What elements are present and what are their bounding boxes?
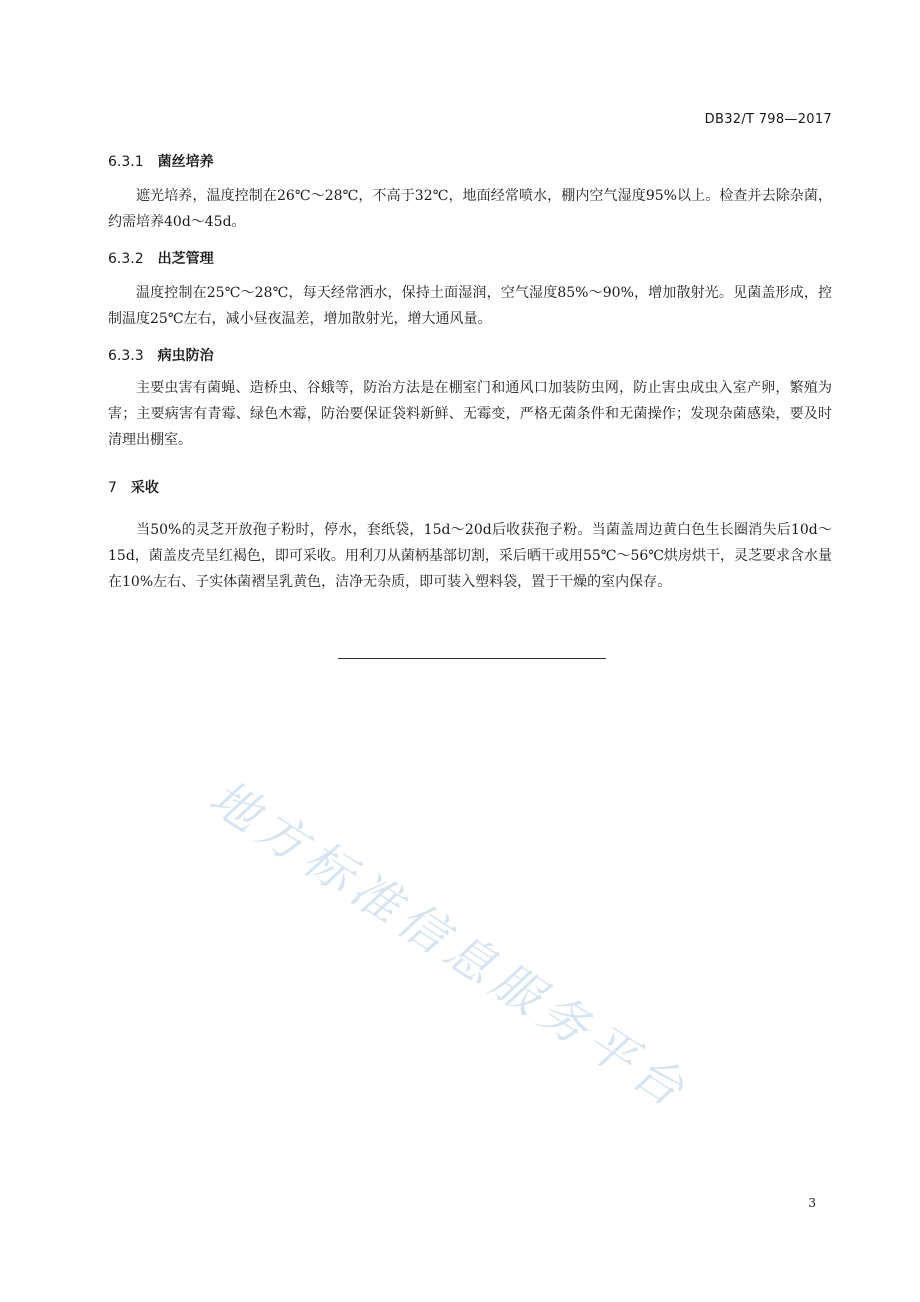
- section-paragraph-7: 当50%的灵芝开放孢子粉时，停水，套纸袋，15d～20d后收获孢子粉。当菌盖周边黄白色生长圈消失后10d～15d，菌盖皮壳呈红褐色，即可采收。用利刀从菌柄基部切割，采后晒干或用55℃～56℃烘房烘干，灵芝要求含水量在10%左右、子实体菌褶呈乳黄色，洁净无杂质，即可装入塑料袋，置于干燥的室内保存。: [108, 522, 832, 590]
- watermark-text: 地方标准信息服务平台: [199, 769, 700, 1122]
- section-paragraph-6-3-3: 主要虫害有菌蝇、造桥虫、谷蛾等，防治方法是在棚室门和通风口加装防虫网，防止害虫成虫入室产卵，繁殖为害；主要病害有青霉、绿色木霉，防治要保证袋料新鲜、无霉变，严格无菌条件和无菌操作；发现杂菌感染，要及时清理出棚室。: [108, 380, 832, 448]
- section-heading-7: [108, 477, 159, 497]
- section-number: 6.3.2: [108, 251, 144, 267]
- section-title: 采收: [130, 480, 159, 496]
- document-code: DB32/T 798—2017: [704, 112, 832, 127]
- section-title: 菌丝培养: [157, 154, 214, 170]
- section-title: 出芝管理: [157, 251, 214, 267]
- section-paragraph-6-3-2: 温度控制在25℃～28℃，每天经常洒水，保持土面湿润，空气湿度85%～90%，增加散射光。见菌盖形成，控制温度25℃左右，减小昼夜温差，增加散射光，增大通风量。: [108, 285, 832, 327]
- page-number: 3: [808, 1196, 816, 1210]
- section-heading-6-3-2: [108, 248, 214, 268]
- section-number: 7: [108, 480, 117, 496]
- section-heading-6-3-3: [108, 345, 214, 365]
- end-rule: [338, 658, 606, 659]
- section-number: 6.3.1: [108, 154, 144, 170]
- section-paragraph-6-3-1: 遮光培养，温度控制在26℃～28℃，不高于32℃，地面经常喷水，棚内空气湿度95%以上。检查并去除杂菌，约需培养40d～45d。: [108, 188, 832, 230]
- section-title: 病虫防治: [157, 348, 214, 364]
- section-number: 6.3.3: [108, 348, 144, 364]
- section-heading-6-3-1: [108, 151, 214, 171]
